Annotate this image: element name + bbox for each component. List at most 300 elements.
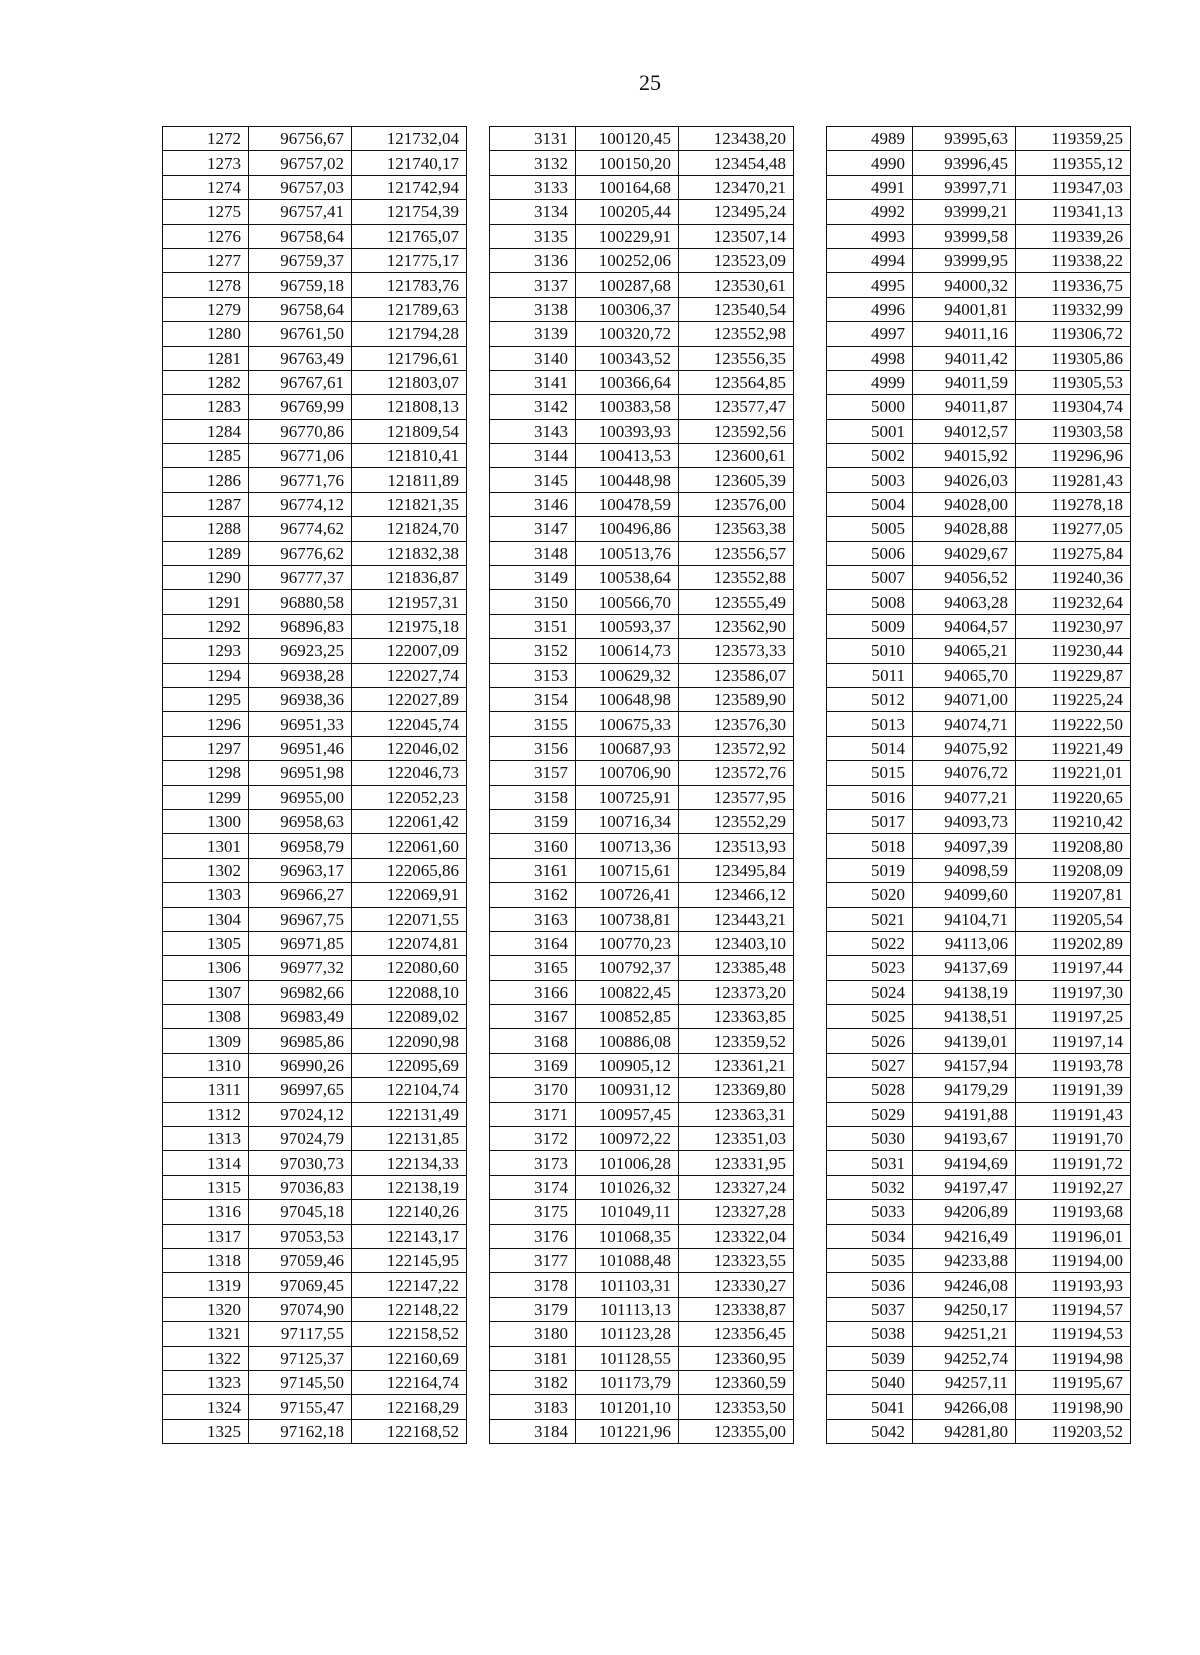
table-row bbox=[163, 200, 467, 224]
point-number-cell: 3172 bbox=[490, 1127, 576, 1151]
table-row bbox=[490, 761, 794, 785]
table-row bbox=[490, 663, 794, 687]
y-coordinate-cell: 123373,20 bbox=[679, 980, 794, 1004]
y-coordinate-cell: 122147,22 bbox=[352, 1273, 467, 1297]
table-row bbox=[827, 468, 1131, 492]
y-coordinate-cell: 122145,95 bbox=[352, 1248, 467, 1272]
y-coordinate-cell: 119197,25 bbox=[1016, 1005, 1131, 1029]
x-coordinate-cell: 96776,62 bbox=[249, 541, 352, 565]
table-row bbox=[827, 444, 1131, 468]
point-number-cell: 5005 bbox=[827, 517, 913, 541]
point-number-cell: 1312 bbox=[163, 1102, 249, 1126]
table-row bbox=[490, 1224, 794, 1248]
x-coordinate-cell: 96758,64 bbox=[249, 297, 352, 321]
table-row bbox=[827, 1005, 1131, 1029]
y-coordinate-cell: 122160,69 bbox=[352, 1346, 467, 1370]
x-coordinate-cell: 96963,17 bbox=[249, 858, 352, 882]
y-coordinate-cell: 123356,45 bbox=[679, 1322, 794, 1346]
table-row bbox=[827, 517, 1131, 541]
y-coordinate-cell: 122138,19 bbox=[352, 1175, 467, 1199]
y-coordinate-cell: 119221,01 bbox=[1016, 761, 1131, 785]
table-row bbox=[827, 322, 1131, 346]
point-number-cell: 5038 bbox=[827, 1322, 913, 1346]
x-coordinate-cell: 100726,41 bbox=[576, 883, 679, 907]
point-number-cell: 3181 bbox=[490, 1346, 576, 1370]
table-row bbox=[490, 297, 794, 321]
table-row bbox=[163, 785, 467, 809]
y-coordinate-cell: 121836,87 bbox=[352, 566, 467, 590]
table-row bbox=[163, 1346, 467, 1370]
y-coordinate-cell: 123355,00 bbox=[679, 1419, 794, 1443]
y-coordinate-cell: 123555,49 bbox=[679, 590, 794, 614]
y-coordinate-cell: 122148,22 bbox=[352, 1297, 467, 1321]
point-number-cell: 4994 bbox=[827, 248, 913, 272]
point-number-cell: 1283 bbox=[163, 395, 249, 419]
point-number-cell: 5008 bbox=[827, 590, 913, 614]
y-coordinate-cell: 119193,78 bbox=[1016, 1053, 1131, 1077]
x-coordinate-cell: 94157,94 bbox=[913, 1053, 1016, 1077]
table-row bbox=[163, 931, 467, 955]
table-row bbox=[827, 1297, 1131, 1321]
y-coordinate-cell: 119339,26 bbox=[1016, 224, 1131, 248]
point-number-cell: 3142 bbox=[490, 395, 576, 419]
point-number-cell: 1297 bbox=[163, 736, 249, 760]
point-number-cell: 3169 bbox=[490, 1053, 576, 1077]
y-coordinate-cell: 122007,09 bbox=[352, 639, 467, 663]
table-row bbox=[163, 834, 467, 858]
x-coordinate-cell: 96880,58 bbox=[249, 590, 352, 614]
x-coordinate-cell: 97117,55 bbox=[249, 1322, 352, 1346]
x-coordinate-cell: 96958,63 bbox=[249, 809, 352, 833]
point-number-cell: 3140 bbox=[490, 346, 576, 370]
y-coordinate-cell: 123577,95 bbox=[679, 785, 794, 809]
x-coordinate-cell: 100320,72 bbox=[576, 322, 679, 346]
y-coordinate-cell: 123363,85 bbox=[679, 1005, 794, 1029]
x-coordinate-cell: 101103,31 bbox=[576, 1273, 679, 1297]
point-number-cell: 1314 bbox=[163, 1151, 249, 1175]
table-row bbox=[827, 151, 1131, 175]
y-coordinate-cell: 123577,47 bbox=[679, 395, 794, 419]
x-coordinate-cell: 97024,79 bbox=[249, 1127, 352, 1151]
point-number-cell: 5009 bbox=[827, 614, 913, 638]
point-number-cell: 5032 bbox=[827, 1175, 913, 1199]
x-coordinate-cell: 93995,63 bbox=[913, 127, 1016, 151]
y-coordinate-cell: 122140,26 bbox=[352, 1200, 467, 1224]
y-coordinate-cell: 121975,18 bbox=[352, 614, 467, 638]
x-coordinate-cell: 94139,01 bbox=[913, 1029, 1016, 1053]
point-number-cell: 3143 bbox=[490, 419, 576, 443]
point-number-cell: 1284 bbox=[163, 419, 249, 443]
x-coordinate-cell: 97053,53 bbox=[249, 1224, 352, 1248]
y-coordinate-cell: 119240,36 bbox=[1016, 566, 1131, 590]
point-number-cell: 5019 bbox=[827, 858, 913, 882]
table-row bbox=[163, 273, 467, 297]
y-coordinate-cell: 119205,54 bbox=[1016, 907, 1131, 931]
point-number-cell: 5037 bbox=[827, 1297, 913, 1321]
x-coordinate-cell: 101201,10 bbox=[576, 1395, 679, 1419]
point-number-cell: 5035 bbox=[827, 1248, 913, 1272]
point-number-cell: 1321 bbox=[163, 1322, 249, 1346]
y-coordinate-cell: 119194,98 bbox=[1016, 1346, 1131, 1370]
point-number-cell: 3162 bbox=[490, 883, 576, 907]
point-number-cell: 3139 bbox=[490, 322, 576, 346]
y-coordinate-cell: 123327,24 bbox=[679, 1175, 794, 1199]
y-coordinate-cell: 123322,04 bbox=[679, 1224, 794, 1248]
table-row bbox=[163, 468, 467, 492]
point-number-cell: 3171 bbox=[490, 1102, 576, 1126]
x-coordinate-cell: 94093,73 bbox=[913, 809, 1016, 833]
point-number-cell: 1292 bbox=[163, 614, 249, 638]
y-coordinate-cell: 122134,33 bbox=[352, 1151, 467, 1175]
table-row bbox=[163, 1395, 467, 1419]
table-row bbox=[490, 248, 794, 272]
y-coordinate-cell: 123507,14 bbox=[679, 224, 794, 248]
point-number-cell: 1278 bbox=[163, 273, 249, 297]
table-row bbox=[827, 1200, 1131, 1224]
point-number-cell: 1304 bbox=[163, 907, 249, 931]
x-coordinate-cell: 96977,32 bbox=[249, 956, 352, 980]
table-row bbox=[490, 395, 794, 419]
point-number-cell: 5020 bbox=[827, 883, 913, 907]
point-number-cell: 1324 bbox=[163, 1395, 249, 1419]
y-coordinate-cell: 123513,93 bbox=[679, 834, 794, 858]
table-row bbox=[490, 1297, 794, 1321]
y-coordinate-cell: 119195,67 bbox=[1016, 1370, 1131, 1394]
point-number-cell: 5030 bbox=[827, 1127, 913, 1151]
table-row bbox=[490, 224, 794, 248]
y-coordinate-cell: 119230,44 bbox=[1016, 639, 1131, 663]
y-coordinate-cell: 121783,76 bbox=[352, 273, 467, 297]
y-coordinate-cell: 121765,07 bbox=[352, 224, 467, 248]
y-coordinate-cell: 119278,18 bbox=[1016, 492, 1131, 516]
y-coordinate-cell: 123470,21 bbox=[679, 175, 794, 199]
table-row bbox=[163, 224, 467, 248]
table-row bbox=[163, 1419, 467, 1443]
point-number-cell: 1325 bbox=[163, 1419, 249, 1443]
x-coordinate-cell: 96771,76 bbox=[249, 468, 352, 492]
table-row bbox=[827, 200, 1131, 224]
point-number-cell: 3151 bbox=[490, 614, 576, 638]
point-number-cell: 1290 bbox=[163, 566, 249, 590]
x-coordinate-cell: 101128,55 bbox=[576, 1346, 679, 1370]
x-coordinate-cell: 100164,68 bbox=[576, 175, 679, 199]
y-coordinate-cell: 121740,17 bbox=[352, 151, 467, 175]
y-coordinate-cell: 123443,21 bbox=[679, 907, 794, 931]
table-row bbox=[490, 1151, 794, 1175]
table-row bbox=[490, 492, 794, 516]
x-coordinate-cell: 94065,21 bbox=[913, 639, 1016, 663]
point-number-cell: 1277 bbox=[163, 248, 249, 272]
x-coordinate-cell: 96990,26 bbox=[249, 1053, 352, 1077]
table-row bbox=[163, 566, 467, 590]
x-coordinate-cell: 97024,12 bbox=[249, 1102, 352, 1126]
table-row bbox=[163, 517, 467, 541]
y-coordinate-cell: 121789,63 bbox=[352, 297, 467, 321]
x-coordinate-cell: 96757,41 bbox=[249, 200, 352, 224]
point-number-cell: 1315 bbox=[163, 1175, 249, 1199]
x-coordinate-cell: 100287,68 bbox=[576, 273, 679, 297]
y-coordinate-cell: 119305,53 bbox=[1016, 370, 1131, 394]
x-coordinate-cell: 100972,22 bbox=[576, 1127, 679, 1151]
x-coordinate-cell: 100715,61 bbox=[576, 858, 679, 882]
x-coordinate-cell: 94076,72 bbox=[913, 761, 1016, 785]
table-row bbox=[163, 346, 467, 370]
point-number-cell: 3165 bbox=[490, 956, 576, 980]
table-row bbox=[163, 1370, 467, 1394]
table-row bbox=[490, 712, 794, 736]
point-number-cell: 3173 bbox=[490, 1151, 576, 1175]
point-number-cell: 5041 bbox=[827, 1395, 913, 1419]
x-coordinate-cell: 94197,47 bbox=[913, 1175, 1016, 1199]
x-coordinate-cell: 94097,39 bbox=[913, 834, 1016, 858]
x-coordinate-cell: 96757,02 bbox=[249, 151, 352, 175]
y-coordinate-cell: 122061,42 bbox=[352, 809, 467, 833]
point-number-cell: 3137 bbox=[490, 273, 576, 297]
point-number-cell: 3179 bbox=[490, 1297, 576, 1321]
table-row bbox=[827, 370, 1131, 394]
y-coordinate-cell: 119192,27 bbox=[1016, 1175, 1131, 1199]
point-number-cell: 3152 bbox=[490, 639, 576, 663]
y-coordinate-cell: 123363,31 bbox=[679, 1102, 794, 1126]
x-coordinate-cell: 94063,28 bbox=[913, 590, 1016, 614]
table-row bbox=[490, 1419, 794, 1443]
table-row bbox=[827, 761, 1131, 785]
point-number-cell: 1281 bbox=[163, 346, 249, 370]
x-coordinate-cell: 94246,08 bbox=[913, 1273, 1016, 1297]
x-coordinate-cell: 94250,17 bbox=[913, 1297, 1016, 1321]
y-coordinate-cell: 122158,52 bbox=[352, 1322, 467, 1346]
point-number-cell: 3174 bbox=[490, 1175, 576, 1199]
y-coordinate-cell: 119305,86 bbox=[1016, 346, 1131, 370]
x-coordinate-cell: 96774,12 bbox=[249, 492, 352, 516]
y-coordinate-cell: 119222,50 bbox=[1016, 712, 1131, 736]
x-coordinate-cell: 96896,83 bbox=[249, 614, 352, 638]
point-number-cell: 5006 bbox=[827, 541, 913, 565]
table-row bbox=[163, 663, 467, 687]
y-coordinate-cell: 123403,10 bbox=[679, 931, 794, 955]
x-coordinate-cell: 97145,50 bbox=[249, 1370, 352, 1394]
table-row bbox=[163, 712, 467, 736]
point-number-cell: 3160 bbox=[490, 834, 576, 858]
point-number-cell: 3182 bbox=[490, 1370, 576, 1394]
point-number-cell: 1319 bbox=[163, 1273, 249, 1297]
point-number-cell: 3131 bbox=[490, 127, 576, 151]
table-row bbox=[163, 322, 467, 346]
table-row bbox=[827, 712, 1131, 736]
x-coordinate-cell: 97074,90 bbox=[249, 1297, 352, 1321]
point-number-cell: 1294 bbox=[163, 663, 249, 687]
table-row bbox=[163, 907, 467, 931]
x-coordinate-cell: 100852,85 bbox=[576, 1005, 679, 1029]
point-number-cell: 1313 bbox=[163, 1127, 249, 1151]
x-coordinate-cell: 100229,91 bbox=[576, 224, 679, 248]
x-coordinate-cell: 100252,06 bbox=[576, 248, 679, 272]
point-number-cell: 3163 bbox=[490, 907, 576, 931]
table-row bbox=[490, 736, 794, 760]
point-number-cell: 3149 bbox=[490, 566, 576, 590]
x-coordinate-cell: 94056,52 bbox=[913, 566, 1016, 590]
x-coordinate-cell: 100905,12 bbox=[576, 1053, 679, 1077]
y-coordinate-cell: 123552,29 bbox=[679, 809, 794, 833]
point-number-cell: 5010 bbox=[827, 639, 913, 663]
table-row bbox=[827, 614, 1131, 638]
table-row bbox=[163, 370, 467, 394]
x-coordinate-cell: 96757,03 bbox=[249, 175, 352, 199]
y-coordinate-cell: 119210,42 bbox=[1016, 809, 1131, 833]
table-row bbox=[490, 541, 794, 565]
table-row bbox=[163, 175, 467, 199]
point-number-cell: 1274 bbox=[163, 175, 249, 199]
x-coordinate-cell: 100366,64 bbox=[576, 370, 679, 394]
y-coordinate-cell: 122164,74 bbox=[352, 1370, 467, 1394]
table-row bbox=[490, 834, 794, 858]
x-coordinate-cell: 100792,37 bbox=[576, 956, 679, 980]
x-coordinate-cell: 94001,81 bbox=[913, 297, 1016, 321]
y-coordinate-cell: 119197,30 bbox=[1016, 980, 1131, 1004]
y-coordinate-cell: 123369,80 bbox=[679, 1078, 794, 1102]
y-coordinate-cell: 123360,59 bbox=[679, 1370, 794, 1394]
y-coordinate-cell: 122131,85 bbox=[352, 1127, 467, 1151]
x-coordinate-cell: 94191,88 bbox=[913, 1102, 1016, 1126]
x-coordinate-cell: 94077,21 bbox=[913, 785, 1016, 809]
point-number-cell: 1311 bbox=[163, 1078, 249, 1102]
y-coordinate-cell: 119336,75 bbox=[1016, 273, 1131, 297]
y-coordinate-cell: 119220,65 bbox=[1016, 785, 1131, 809]
table-row bbox=[827, 931, 1131, 955]
table-row bbox=[827, 1029, 1131, 1053]
x-coordinate-cell: 100713,36 bbox=[576, 834, 679, 858]
point-number-cell: 4997 bbox=[827, 322, 913, 346]
y-coordinate-cell: 121803,07 bbox=[352, 370, 467, 394]
y-coordinate-cell: 123600,61 bbox=[679, 444, 794, 468]
x-coordinate-cell: 96951,33 bbox=[249, 712, 352, 736]
table-row bbox=[827, 297, 1131, 321]
y-coordinate-cell: 122104,74 bbox=[352, 1078, 467, 1102]
table-row bbox=[163, 127, 467, 151]
table-row bbox=[490, 127, 794, 151]
x-coordinate-cell: 94064,57 bbox=[913, 614, 1016, 638]
table-row bbox=[163, 590, 467, 614]
y-coordinate-cell: 119194,57 bbox=[1016, 1297, 1131, 1321]
x-coordinate-cell: 100306,37 bbox=[576, 297, 679, 321]
table-row bbox=[163, 1200, 467, 1224]
table-row bbox=[490, 980, 794, 1004]
table-row bbox=[827, 834, 1131, 858]
y-coordinate-cell: 123530,61 bbox=[679, 273, 794, 297]
point-number-cell: 3136 bbox=[490, 248, 576, 272]
y-coordinate-cell: 123466,12 bbox=[679, 883, 794, 907]
table-row bbox=[827, 248, 1131, 272]
x-coordinate-cell: 101221,96 bbox=[576, 1419, 679, 1443]
x-coordinate-cell: 93999,95 bbox=[913, 248, 1016, 272]
x-coordinate-cell: 100706,90 bbox=[576, 761, 679, 785]
point-number-cell: 4989 bbox=[827, 127, 913, 151]
x-coordinate-cell: 100648,98 bbox=[576, 687, 679, 711]
point-number-cell: 5022 bbox=[827, 931, 913, 955]
x-coordinate-cell: 96938,36 bbox=[249, 687, 352, 711]
y-coordinate-cell: 123605,39 bbox=[679, 468, 794, 492]
y-coordinate-cell: 123589,90 bbox=[679, 687, 794, 711]
table-row bbox=[490, 1053, 794, 1077]
x-coordinate-cell: 100957,45 bbox=[576, 1102, 679, 1126]
table-row bbox=[490, 956, 794, 980]
point-number-cell: 4999 bbox=[827, 370, 913, 394]
point-number-cell: 3132 bbox=[490, 151, 576, 175]
point-number-cell: 3177 bbox=[490, 1248, 576, 1272]
table-row bbox=[490, 931, 794, 955]
point-number-cell: 5002 bbox=[827, 444, 913, 468]
x-coordinate-cell: 96958,79 bbox=[249, 834, 352, 858]
point-number-cell: 5031 bbox=[827, 1151, 913, 1175]
table-row bbox=[827, 395, 1131, 419]
x-coordinate-cell: 100629,32 bbox=[576, 663, 679, 687]
table-row bbox=[163, 541, 467, 565]
x-coordinate-cell: 100413,53 bbox=[576, 444, 679, 468]
point-number-cell: 1320 bbox=[163, 1297, 249, 1321]
point-number-cell: 1310 bbox=[163, 1053, 249, 1077]
point-number-cell: 5013 bbox=[827, 712, 913, 736]
x-coordinate-cell: 100593,37 bbox=[576, 614, 679, 638]
y-coordinate-cell: 122046,73 bbox=[352, 761, 467, 785]
y-coordinate-cell: 119225,24 bbox=[1016, 687, 1131, 711]
y-coordinate-cell: 123540,54 bbox=[679, 297, 794, 321]
x-coordinate-cell: 94252,74 bbox=[913, 1346, 1016, 1370]
table-row bbox=[490, 1346, 794, 1370]
point-number-cell: 5029 bbox=[827, 1102, 913, 1126]
table-row bbox=[490, 370, 794, 394]
point-number-cell: 5016 bbox=[827, 785, 913, 809]
table-row bbox=[827, 1273, 1131, 1297]
y-coordinate-cell: 122074,81 bbox=[352, 931, 467, 955]
point-number-cell: 4998 bbox=[827, 346, 913, 370]
point-number-cell: 1300 bbox=[163, 809, 249, 833]
point-number-cell: 3134 bbox=[490, 200, 576, 224]
table-row bbox=[490, 687, 794, 711]
point-number-cell: 1279 bbox=[163, 297, 249, 321]
table-row bbox=[827, 1127, 1131, 1151]
point-number-cell: 3167 bbox=[490, 1005, 576, 1029]
y-coordinate-cell: 123572,76 bbox=[679, 761, 794, 785]
y-coordinate-cell: 119332,99 bbox=[1016, 297, 1131, 321]
x-coordinate-cell: 96770,86 bbox=[249, 419, 352, 443]
table-row bbox=[163, 1078, 467, 1102]
point-number-cell: 1276 bbox=[163, 224, 249, 248]
point-number-cell: 5007 bbox=[827, 566, 913, 590]
table-row bbox=[490, 346, 794, 370]
table-row bbox=[490, 1127, 794, 1151]
table-row bbox=[490, 419, 794, 443]
x-coordinate-cell: 101173,79 bbox=[576, 1370, 679, 1394]
point-number-cell: 3155 bbox=[490, 712, 576, 736]
x-coordinate-cell: 96759,37 bbox=[249, 248, 352, 272]
table-row bbox=[827, 1322, 1131, 1346]
x-coordinate-cell: 100886,08 bbox=[576, 1029, 679, 1053]
x-coordinate-cell: 94011,42 bbox=[913, 346, 1016, 370]
x-coordinate-cell: 100725,91 bbox=[576, 785, 679, 809]
table-row bbox=[490, 1370, 794, 1394]
x-coordinate-cell: 101026,32 bbox=[576, 1175, 679, 1199]
x-coordinate-cell: 94257,11 bbox=[913, 1370, 1016, 1394]
y-coordinate-cell: 123586,07 bbox=[679, 663, 794, 687]
y-coordinate-cell: 123495,24 bbox=[679, 200, 794, 224]
table-row bbox=[827, 639, 1131, 663]
table-row bbox=[827, 1175, 1131, 1199]
table-row bbox=[827, 858, 1131, 882]
y-coordinate-cell: 123495,84 bbox=[679, 858, 794, 882]
y-coordinate-cell: 122080,60 bbox=[352, 956, 467, 980]
table-row bbox=[827, 663, 1131, 687]
point-number-cell: 1323 bbox=[163, 1370, 249, 1394]
